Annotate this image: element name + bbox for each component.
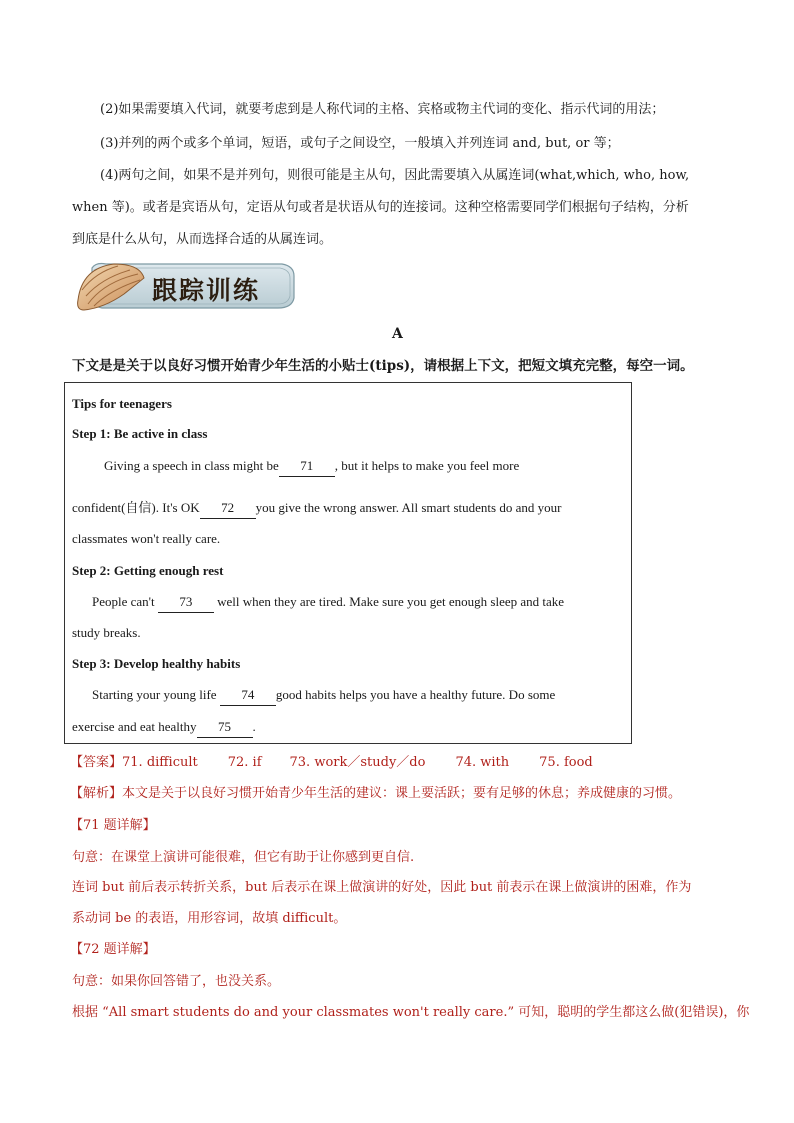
answer-75: 75. food (539, 755, 593, 770)
intro-paragraph-4-line3: 到底是什么从句，从而选择合适的从属连词。 (72, 232, 333, 247)
banner-title: 跟踪训练 (152, 276, 261, 305)
answer-line (70, 753, 593, 773)
blank-74[interactable]: 74 (220, 685, 276, 706)
step2-heading: Step 2: Getting enough rest (72, 563, 224, 578)
q71-label: 【71 题详解】 (70, 818, 156, 833)
tips-title: Tips for teenagers (72, 396, 172, 411)
q72-label: 【72 题详解】 (70, 942, 156, 957)
answer-73: 73. work／study／do (289, 755, 426, 770)
analysis-text: 本文是关于以良好习惯开始青少年生活的建议：课上要活跃；要有足够的休息；养成健康的习惯。 (122, 786, 682, 801)
step1-line2: confident(自信). It's OK 72 you give the wrong answer. All smart students do and your (72, 498, 561, 519)
blank-72[interactable]: 72 (200, 498, 256, 519)
step2-line1: People can't 73 well when they are tired. Make sure you get enough sleep and take (92, 592, 564, 613)
q72-explanation-line1: 根据 “All smart students do and your classmates won't really care.” 可知，聪明的学生都这么做(犯错误)，你 (72, 1005, 750, 1020)
section-label: A (392, 326, 403, 342)
answer-74: 74. with (455, 755, 510, 770)
step1-line3: classmates won't really care. (72, 531, 221, 546)
step3-line1: Starting your young life 74 good habits helps you have a healthy future. Do some (92, 685, 555, 706)
q71-explanation-line2: 系动词 be 的表语，用形容词，故填 difficult。 (72, 911, 347, 926)
step3-line2: exercise and eat healthy 75 . (72, 717, 256, 738)
q72-meaning: 句意：如果你回答错了，也没关系。 (72, 974, 281, 989)
step1-heading: Step 1: Be active in class (72, 426, 208, 441)
blank-73[interactable]: 73 (158, 592, 214, 613)
answer-label: 【答案】 (70, 755, 123, 770)
intro-paragraph-4-line1: (4)两句之间，如果不是并列句，则很可能是主从句，因此需要填入从属连词(what,which, who, how, (100, 168, 690, 183)
step2-line2: study breaks. (72, 625, 141, 640)
answer-71: 71. difficult (122, 755, 198, 770)
analysis-label: 【解析】 (70, 786, 123, 801)
step1-line1: Giving a speech in class might be 71 , but it helps to make you feel more (104, 456, 519, 477)
q71-explanation-line1: 连词 but 前后表示转折关系，but 后表示在课上做演讲的好处，因此 but 前表示在课上做演讲的困难，作为 (72, 880, 692, 895)
q71-meaning: 句意：在课堂上演讲可能很难，但它有助于让你感到更自信. (72, 850, 415, 865)
section-banner (72, 258, 298, 314)
intro-paragraph-3: (3)并列的两个或多个单词，短语，或句子之间设空，一般填入并列连词 and, but, or 等； (100, 136, 620, 151)
seashell-icon (74, 260, 148, 314)
intro-paragraph-4-line2: when 等)。或者是宾语从句，定语从句或者是状语从句的连接词。这种空格需要同学们根据句子结构，分析 (72, 200, 689, 215)
section-instruction: 下文是是关于以良好习惯开始青少年生活的小贴士(tips)，请根据上下文，把短文填充完整，每空一词。 (72, 358, 694, 374)
step3-heading: Step 3: Develop healthy habits (72, 656, 241, 671)
blank-75[interactable]: 75 (197, 717, 253, 738)
answer-72: 72. if (227, 755, 262, 770)
intro-paragraph-2: (2)如果需要填入代词，就要考虑到是人称代词的主格、宾格或物主代词的变化、指示代词的用法； (100, 102, 665, 117)
blank-71[interactable]: 71 (279, 456, 335, 477)
analysis-line (70, 784, 681, 804)
